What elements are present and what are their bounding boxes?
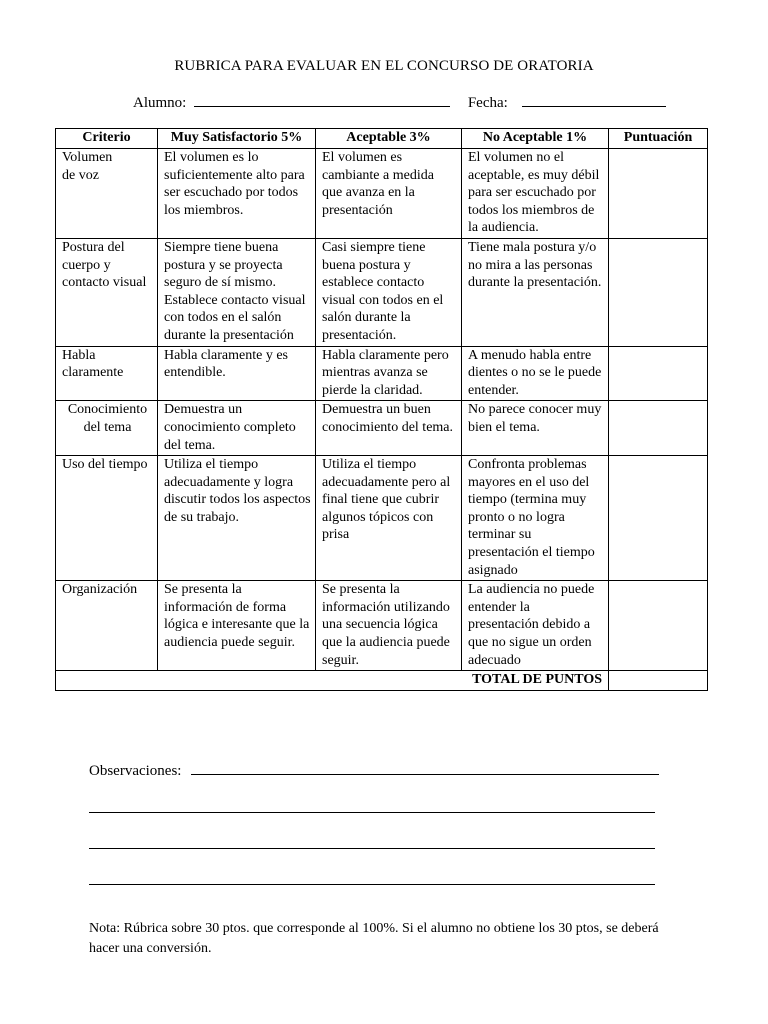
table-row (56, 149, 708, 239)
header-no-aceptable: No Aceptable 1% (462, 129, 609, 149)
score-cell[interactable] (609, 401, 708, 456)
table-row (56, 456, 708, 581)
aceptable-cell: Habla claramente pero mientras avanza se pierde la claridad. (316, 346, 462, 401)
score-cell[interactable] (609, 346, 708, 401)
muy-satisfactorio-cell: Utiliza el tiempo adecuadamente y logra discutir todos los aspectos de su trabajo. (158, 456, 316, 581)
muy-satisfactorio-cell: Siempre tiene buena postura y se proyecta seguro de sí mismo. Establece contacto visual con todos en el salón durante la presentación (158, 238, 316, 346)
total-label: TOTAL DE PUNTOS (56, 671, 609, 691)
score-cell[interactable] (609, 238, 708, 346)
criterion-cell: Habla claramente (56, 346, 158, 401)
observations-label: Observaciones: (89, 763, 182, 779)
observations-blank[interactable] (191, 760, 659, 775)
score-cell[interactable] (609, 456, 708, 581)
document-title: RUBRICA PARA EVALUAR EN EL CONCURSO DE ORATORIA (174, 58, 594, 74)
criterion-cell: Uso del tiempo (56, 456, 158, 581)
aceptable-cell: Utiliza el tiempo adecuadamente pero al final tiene que cubrir algunos tópicos con prisa (316, 456, 462, 581)
table-row (56, 238, 708, 346)
criterion-cell: Conocimiento del tema (56, 401, 158, 456)
header-row (56, 129, 708, 149)
no-aceptable-cell: La audiencia no puede entender la presentación debido a que no sigue un orden adecuado (462, 581, 609, 671)
muy-satisfactorio-cell: El volumen es lo suficientemente alto para ser escuchado por todos los miembros. (158, 149, 316, 239)
header-criterio: Criterio (56, 129, 158, 149)
criterion-cell (56, 149, 158, 239)
aceptable-cell: Casi siempre tiene buena postura y establece contacto visual con todos en el salón durante la presentación. (316, 238, 462, 346)
header-aceptable: Aceptable 3% (316, 129, 462, 149)
date-label: Fecha: (467, 95, 508, 111)
total-score-cell[interactable] (609, 671, 708, 691)
student-date-line (133, 93, 666, 112)
observations-line (89, 760, 659, 780)
table-row (56, 401, 708, 456)
aceptable-cell: Se presenta la información utilizando una secuencia lógica que la audiencia puede seguir. (316, 581, 462, 671)
muy-satisfactorio-cell: Demuestra un conocimiento completo del tema. (158, 401, 316, 456)
observations-rule[interactable] (89, 884, 655, 885)
criterion-text: Volumen de voz (62, 150, 113, 183)
aceptable-cell: El volumen es cambiante a medida que avanza en la presentación (316, 149, 462, 239)
student-label: Alumno: (133, 95, 187, 111)
header-muy-satisfactorio: Muy Satisfactorio 5% (158, 129, 316, 149)
rubric-table (55, 128, 708, 691)
no-aceptable-cell: Confronta problemas mayores en el uso del tiempo (termina muy pronto o no logra terminar su presentación el tiempo asignado (462, 456, 609, 581)
no-aceptable-cell: Tiene mala postura y/o no mira a las personas durante la presentación. (462, 238, 609, 346)
no-aceptable-cell: El volumen no el aceptable, es muy débil para ser escuchado por todos los miembros de la audiencia. (462, 149, 609, 239)
criterion-cell: Postura del cuerpo y contacto visual (56, 238, 158, 346)
aceptable-cell: Demuestra un buen conocimiento del tema. (316, 401, 462, 456)
score-cell[interactable] (609, 149, 708, 239)
muy-satisfactorio-cell: Se presenta la información de forma lógica e interesante que la audiencia puede seguir. (158, 581, 316, 671)
observations-rule[interactable] (89, 812, 655, 813)
footnote: Nota: Rúbrica sobre 30 ptos. que corresponde al 100%. Si el alumno no obtiene los 30 ptos, se deberá hacer una conversión. (89, 921, 659, 956)
observations-rule[interactable] (89, 848, 655, 849)
no-aceptable-cell: No parece conocer muy bien el tema. (462, 401, 609, 456)
score-cell[interactable] (609, 581, 708, 671)
table-row (56, 581, 708, 671)
header-puntuacion: Puntuación (609, 129, 708, 149)
student-name-blank[interactable] (194, 93, 450, 107)
criterion-cell: Organización (56, 581, 158, 671)
table-row (56, 346, 708, 401)
total-row (56, 671, 708, 691)
muy-satisfactorio-cell: Habla claramente y es entendible. (158, 346, 316, 401)
no-aceptable-cell: A menudo habla entre dientes o no se le puede entender. (462, 346, 609, 401)
date-blank[interactable] (522, 93, 666, 107)
